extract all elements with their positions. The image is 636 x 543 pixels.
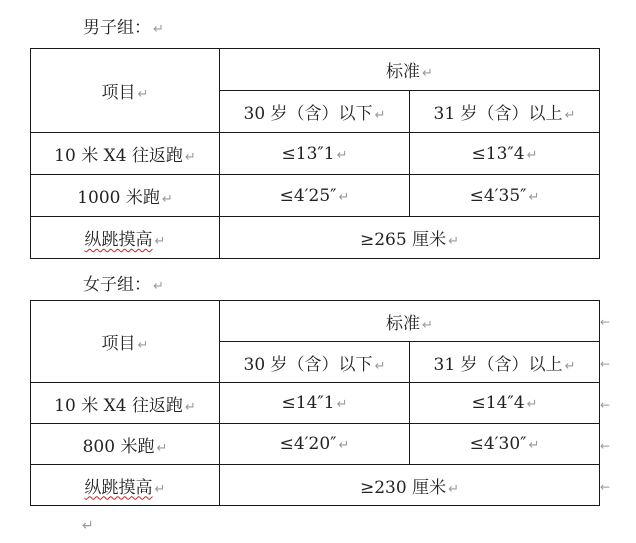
item-cell: 纵跳摸高 ↵ [31, 465, 220, 506]
value-cell: ≤14″4 ↵ [410, 383, 600, 424]
spellcheck-text: 纵跳摸高 [84, 477, 153, 498]
row-end-mark: ← [600, 439, 611, 453]
value-cell: ≤4′30″ ↵ [410, 424, 600, 465]
header-age-high-cell: 31 岁（含）以上 ↵ [410, 91, 600, 133]
item-cell: 10 米 X4 往返跑 ↵ [31, 133, 220, 175]
value-cell: ≤4′35″ ↵ [410, 175, 600, 217]
header-standard-cell: 标准 ↵ [220, 301, 600, 342]
heading-text: 男子组： [83, 18, 151, 38]
header-row [31, 49, 600, 91]
item-cell: 800 米跑 ↵ [31, 424, 220, 465]
table-row [31, 133, 600, 175]
value-cell: ≥230 厘米 ↵ [220, 465, 600, 506]
paragraph-mark: ↵ [82, 518, 94, 534]
value-cell: ≤13″4 ↵ [410, 133, 600, 175]
table-row [31, 424, 600, 465]
header-standard-cell: 标准 ↵ [220, 49, 600, 91]
table-row [31, 175, 600, 217]
header-age-low-cell: 30 岁（含）以下 ↵ [220, 342, 410, 383]
table-row [31, 217, 600, 259]
women-standards-table [30, 300, 600, 506]
table-row [31, 383, 600, 424]
header-item-cell: 项目 ↵ [31, 301, 220, 383]
header-row [31, 301, 600, 342]
men-group-heading [83, 17, 164, 41]
value-cell: ≤4′20″ ↵ [220, 424, 410, 465]
value-cell: ≤4′25″ ↵ [220, 175, 410, 217]
item-cell: 1000 米跑 ↵ [31, 175, 220, 217]
item-cell: 10 米 X4 往返跑 ↵ [31, 383, 220, 424]
row-end-mark: ← [600, 357, 611, 371]
value-cell: ≤13″1 ↵ [220, 133, 410, 175]
value-cell: ≤14″1 ↵ [220, 383, 410, 424]
value-cell: ≥265 厘米 ↵ [220, 217, 600, 259]
row-end-mark: ← [600, 480, 611, 494]
row-end-mark: ← [600, 398, 611, 412]
header-age-low-cell: 30 岁（含）以下 ↵ [220, 91, 410, 133]
item-cell: 纵跳摸高 ↵ [31, 217, 220, 259]
row-end-mark: ← [600, 315, 611, 329]
table-row [31, 465, 600, 506]
paragraph-mark: ↵ [153, 22, 164, 37]
header-item-cell: 项目 ↵ [31, 49, 220, 133]
heading-text: 女子组： [83, 275, 151, 295]
paragraph-mark: ↵ [153, 279, 164, 294]
spellcheck-text: 纵跳摸高 [84, 230, 153, 250]
women-group-heading [83, 274, 164, 298]
header-age-high-cell: 31 岁（含）以上 ↵ [410, 342, 600, 383]
men-standards-table [30, 48, 600, 259]
